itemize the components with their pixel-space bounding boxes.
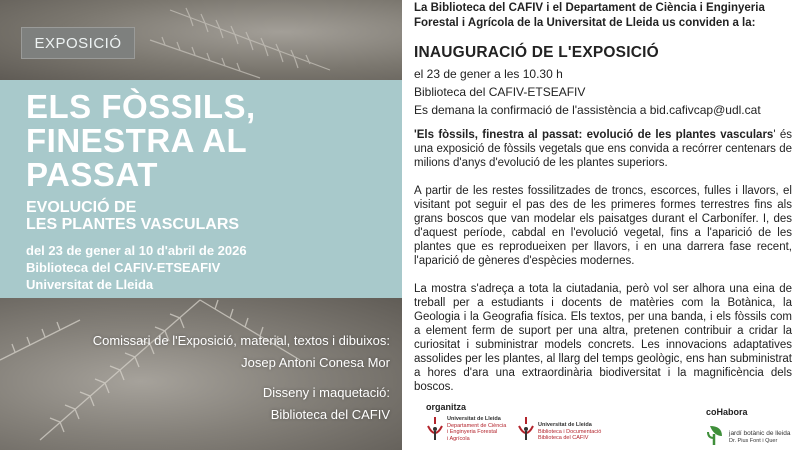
design-label: Disseny i maquetació: — [262, 385, 390, 400]
inauguration-place: Biblioteca del CAFIV-ETSEAFIV — [414, 85, 586, 99]
exhibition-title — [26, 90, 396, 192]
logo-line: Universitat de Lleida — [538, 422, 592, 428]
paragraph-3: La mostra s'adreça a tota la ciutadania, però vol ser alhora una eina de treball per a estudiants i docents de matèries com la Botànica, la Geologia i la Geografia física. Els textos, per una banda, i els fòssils com a element ferm de suport per una altra, pretenen contribuir a cridar la curiositat i subministrar models concrets. Les innovacions adaptatives assolides per les plantes, al llarg del temps geològic, ens han subministrat a hores d'ara una extraordinària biodiversitat i la magnificència dels boscos. — [414, 283, 792, 393]
udl-library-logo — [517, 416, 601, 442]
botanic-garden-text — [729, 431, 790, 444]
paragraph-2: A partir de les restes fossilitzades de troncs, escorces, fulles i llavors, el visitant pot seguir el pas des de les primeres formes terrestres fins als grans boscos que van modelar els paisatges durant el Carbonífer. I, des d'aquest període, cabdal en l'evolució vegetal, fins a l'aparició de les plantes que es reprodueixen per llavors, i en una darrera fase recent, l'aparició de gèneres d'espècies modernes. — [414, 185, 792, 267]
curator-name: Josep Antoni Conesa Mor — [241, 355, 390, 370]
logo-line: i Enginyeria Forestal — [447, 429, 498, 435]
title-line: ELS FÒSSILS, — [26, 88, 256, 125]
title-line: FINESTRA AL — [26, 122, 248, 159]
udl-shield-icon — [517, 416, 535, 442]
curator-label: Comissari de l'Exposició, material, textos i dibuixos: — [92, 333, 390, 348]
inauguration-heading: INAUGURACIÓ DE L'EXPOSICIÓ — [414, 44, 659, 61]
paragraph-1-rest: ' és una exposició de fòssils vegetals que ens convida a recórrer centenars de milions d'anys d'evolució de les plantes superiors. — [414, 129, 792, 169]
logo-line: Universitat de Lleida — [447, 416, 501, 422]
inauguration-time: el 23 de gener a les 10.30 h — [414, 67, 563, 81]
design-name: Biblioteca del CAFIV — [270, 407, 390, 422]
exhibition-subtitle — [26, 199, 396, 233]
logo-line: Biblioteca i Documentació — [538, 428, 602, 435]
logo-line: Dr. Pius Font i Quer — [729, 437, 778, 444]
rsvp-line — [414, 102, 761, 118]
subtitle-line: LES PLANTES VASCULARS — [26, 216, 240, 233]
leaf-icon — [706, 424, 726, 446]
collabora-label: coHabora — [706, 407, 748, 417]
botanic-garden-logo — [706, 424, 790, 446]
invitation-intro: La Biblioteca del CAFIV i el Departament de Ciència i Enginyeria Forestal i Agrícola de la Universitat de Lleida us conviden a la: — [414, 2, 765, 29]
logo-line: jardí botànic de lleida — [729, 430, 791, 437]
exhibition-badge: EXPOSICIÓ — [21, 27, 135, 59]
rsvp-text: Es demana la confirmació de l'assistència a bid.cafivcap@udl.cat — [414, 103, 761, 117]
logo-line: Biblioteca del CAFIV — [538, 435, 589, 441]
curator-credit — [93, 333, 390, 371]
logo-line: i Agrícola — [447, 435, 470, 442]
date-range: del 23 de gener al 10 d'abril de 2026 — [26, 243, 247, 258]
design-credit — [263, 385, 390, 423]
udl-library-text — [538, 422, 601, 442]
udl-shield-icon — [426, 416, 444, 442]
udl-department-logo — [426, 416, 506, 442]
right-column — [414, 0, 792, 450]
udl-department-text — [447, 416, 506, 442]
paragraph-1 — [414, 128, 792, 170]
subtitle-line: EVOLUCIÓ DE — [26, 199, 137, 216]
organitza-label: organitza — [426, 402, 467, 412]
logo-line: Departament de Ciència — [447, 422, 507, 429]
exhibition-dates — [26, 242, 247, 293]
venue-line: Biblioteca del CAFIV-ETSEAFIV — [26, 260, 221, 275]
paragraph-1-bold: 'Els fòssils, finestra al passat: evolució de les plantes vasculars — [414, 129, 774, 141]
university-line: Universitat de Lleida — [26, 277, 154, 292]
title-line: PASSAT — [26, 156, 158, 193]
